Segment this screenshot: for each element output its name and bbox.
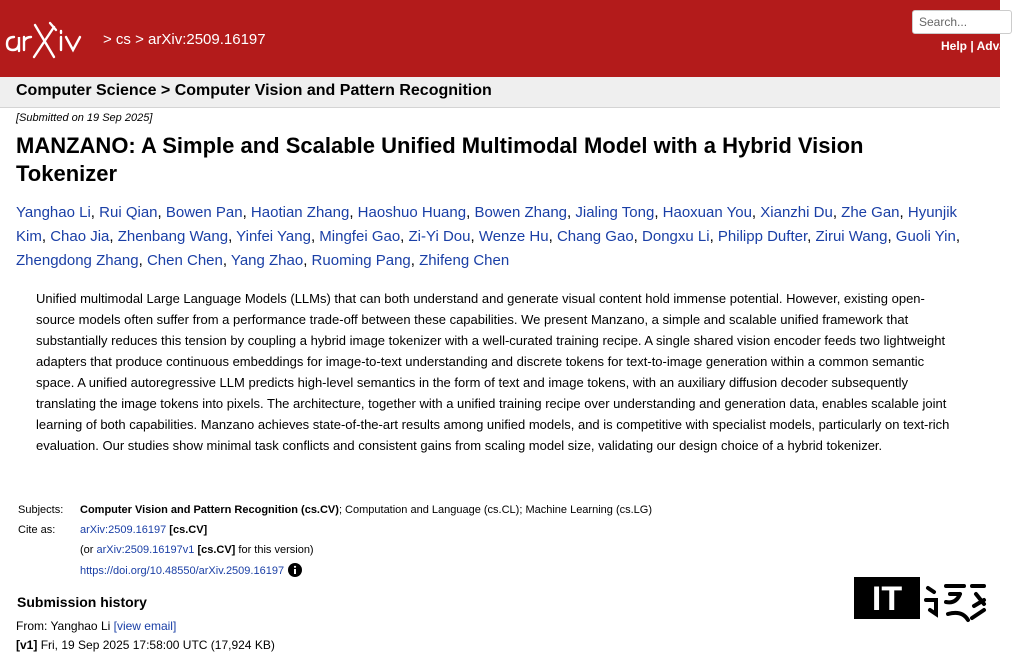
author-link[interactable]: Yinfei Yang [236,228,311,245]
it-home-watermark [852,574,988,626]
author-link[interactable]: Jialing Tong [575,204,655,221]
site-header [0,0,1006,77]
submission-history-heading: Submission history [17,594,147,610]
author-link[interactable]: Guoli Yin [895,228,956,245]
author-list: Yanghao Li, Rui Qian, Bowen Pan, Haotian Zhang, Haoshuo Huang, Bowen Zhang, Jialing Tong, Haoxuan You, Xianzhi Du, Zhe Gan, Hyunjik Kim, Chao Jia, Zhenbang Wang, Yinfei Yang, Mingfei Gao, Zi-Yi Dou, Wenze Hu, Chang Gao, Dongxu Li, Philipp Dufter, Zirui Wang, Guoli Yin, Zhengdong Zhang, Chen Chen, Yang Zhao, Ruoming Pang, Zhifeng Chen [16,204,960,269]
cite-label: Cite as: [18,524,56,536]
author-link[interactable]: Wenze Hu [478,228,549,245]
author-link[interactable]: Yanghao Li [16,204,91,221]
view-email-link[interactable]: [view email] [113,619,177,633]
author-link[interactable]: Bowen Pan [165,204,243,221]
version-detail: Fri, 19 Sep 2025 17:58:00 UTC (17,924 KB) [40,638,275,652]
subjects-value [78,500,976,520]
author-link[interactable]: Haoshuo Huang [357,204,467,221]
metadata-table [16,500,976,580]
cite-link[interactable]: arXiv:2509.16197 [80,524,167,536]
version-suffix: for this version) [238,544,314,556]
version-link[interactable]: arXiv:2509.16197v1 [96,544,195,556]
author-link[interactable]: Chao Jia [50,228,110,245]
author-link[interactable]: Chen Chen [146,252,223,269]
author-link[interactable]: Haoxuan You [662,204,752,221]
submitter: From: Yanghao Li [16,619,111,633]
author-link[interactable]: Zirui Wang [815,228,888,245]
version-label: [v1] [16,638,38,652]
doi-link[interactable]: https://doi.org/10.48550/arXiv.2509.16197 [80,565,285,577]
author-link[interactable]: Haotian Zhang [250,204,350,221]
advanced-search-link[interactable]: Adva [976,39,1006,53]
breadcrumb[interactable]: > cs > arXiv:2509.16197 [103,31,266,48]
arxiv-logo[interactable] [4,21,100,61]
subjects-label: Subjects: [18,504,64,516]
author-link[interactable]: Hyunjik Kim [16,204,958,245]
subheader [0,77,1000,108]
author-link[interactable]: Philipp Dufter [717,228,808,245]
or-prefix: (or [80,544,94,556]
author-link[interactable]: Dongxu Li [642,228,710,245]
paper-title: MANZANO: A Simple and Scalable Unified Multimodal Model with a Hybrid Vision Tokenizer [16,133,864,186]
dateline: [Submitted on 19 Sep 2025] [16,112,153,124]
other-subjects: ; Computation and Language (cs.CL); Machine Learning (cs.LG) [338,504,652,516]
author-link[interactable]: Zhenbang Wang [117,228,229,245]
help-link[interactable]: Help [941,39,968,53]
primary-subject: Computer Vision and Pattern Recognition (cs.CV) [80,504,339,516]
info-icon[interactable] [288,563,302,577]
author-link[interactable]: Zhe Gan [841,204,900,221]
version-line [16,638,275,652]
category-heading: Computer Science > Computer Vision and Pattern Recognition [16,82,492,99]
author-link[interactable]: Xianzhi Du [760,204,833,221]
search-input[interactable]: Search... [912,10,1012,34]
author-link[interactable]: Chang Gao [556,228,634,245]
submitter-line [16,619,176,633]
author-link[interactable]: Bowen Zhang [474,204,568,221]
separator: | [970,39,974,53]
cite-tag: [cs.CV] [169,524,208,536]
author-link[interactable]: Rui Qian [99,204,158,221]
author-link[interactable]: Ruoming Pang [311,252,411,269]
author-link[interactable]: Zhengdong Zhang [16,252,139,269]
author-link[interactable]: Yang Zhao [230,252,304,269]
abstract: Unified multimodal Large Language Models (LLMs) that can both understand and generate visual content hold immense potential. However, existing open-source models often suffer from a performance trade-off between these capabilities. We present Manzano, a simple and scalable unified framework that substantially reduces this tension by coupling a hybrid image tokenizer with a well-curated training recipe. A single shared vision encoder feeds two lightweight adapters that produce continuous embeddings for image-to-text understanding and discrete tokens for text-to-image generation within a common semantic space. A unified autoregressive LLM predicts high-level semantics in the form of text and image tokens, with an auxiliary diffusion decoder subsequently translating the image tokens into pixels. The architecture, together with a unified training recipe over understanding and generation data, enables scalable joint learning of both capabilities. Manzano achieves state-of-the-art results among unified models, and is competitive with specialist models, particularly on text-rich evaluation. Our studies show minimal task conflicts and consistent gains from scaling model size, validating our design choice of a hybrid tokenizer. [36,291,950,453]
author-link[interactable]: Mingfei Gao [319,228,401,245]
author-link[interactable]: Zhifeng Chen [419,252,510,269]
svg-text:IT: IT [871,580,903,618]
author-link[interactable]: Zi-Yi Dou [408,228,471,245]
version-tag: [cs.CV] [197,544,236,556]
